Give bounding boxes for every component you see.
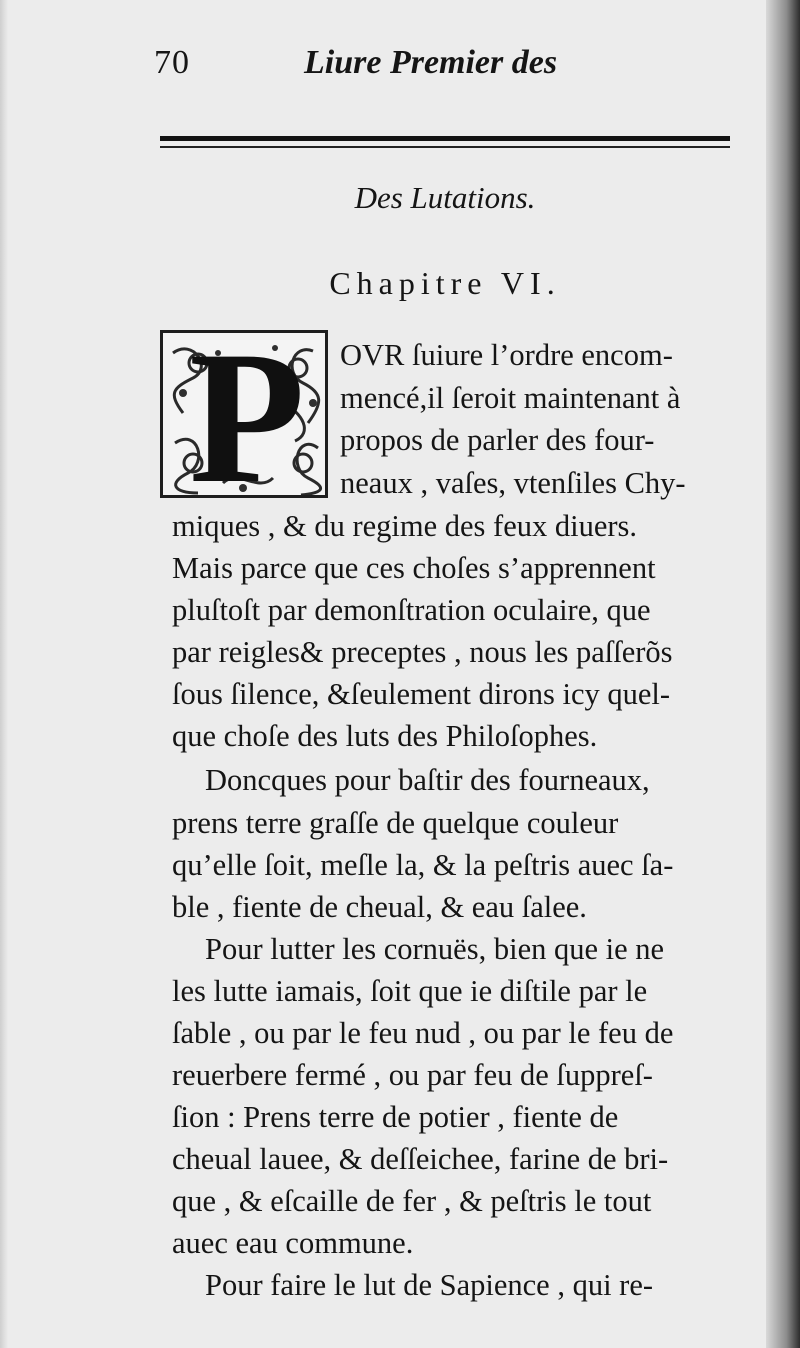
text-line: prens terre graſſe de quelque couleur bbox=[172, 806, 619, 840]
text-line: OVR ſuiure l’ordre encom- bbox=[340, 338, 673, 372]
text-line: miques , & du regime des feux diuers. bbox=[172, 509, 638, 543]
header-rule-thick bbox=[160, 136, 730, 141]
text-line: cheual lauee, & deſſeichee, farine de bri- bbox=[172, 1142, 669, 1176]
text-line: que choſe des luts des Philoſophes. bbox=[172, 719, 598, 753]
text-line: Mais parce que ces choſes s’apprennent bbox=[172, 551, 656, 585]
text-line: mencé,il ſeroit maintenant à bbox=[340, 381, 681, 415]
header-rule-thin bbox=[160, 146, 730, 148]
text-line: pluſtoſt par demonſtration oculaire, que bbox=[172, 593, 651, 627]
text-line: Pour faire le lut de Sapience , qui re- bbox=[205, 1268, 654, 1302]
running-head: Liure Premier des bbox=[304, 44, 558, 81]
chapter-heading: Chapitre VI. bbox=[329, 265, 561, 301]
text-line: par reigles& preceptes , nous les paſſerõs bbox=[172, 635, 673, 669]
drop-cap-letter: P bbox=[189, 330, 306, 498]
ornamental-initial bbox=[160, 330, 328, 498]
text-line: Doncques pour baſtir des fourneaux, bbox=[205, 763, 650, 797]
text-line: que , & eſcaille de fer , & peſtris le tout bbox=[172, 1184, 652, 1218]
text-line: neaux , vaſes, vtenſiles Chy- bbox=[340, 466, 686, 500]
page-binding-shadow bbox=[766, 0, 800, 1348]
page-number: 70 bbox=[154, 44, 190, 81]
page-left-edge bbox=[0, 0, 8, 1348]
text-line: les lutte iamais, ſoit que ie diſtile par le bbox=[172, 974, 648, 1008]
section-title: Des Lutations. bbox=[354, 180, 536, 215]
text-line: propos de parler des four- bbox=[340, 423, 655, 457]
text-line: Pour lutter les cornuës, bien que ie ne bbox=[205, 932, 665, 966]
text-line: ſous ſilence, &ſeulement dirons icy quel- bbox=[172, 677, 671, 711]
text-line: reuerbere fermé , ou par feu de ſuppreſ- bbox=[172, 1058, 653, 1092]
page-header bbox=[154, 44, 734, 94]
text-line: qu’elle ſoit, meſle la, & la peſtris auec ſa- bbox=[172, 848, 674, 882]
text-line: ſable , ou par le feu nud , ou par le feu de bbox=[172, 1016, 674, 1050]
text-line: ble , fiente de cheual, & eau ſalee. bbox=[172, 890, 587, 924]
text-line: auec eau commune. bbox=[172, 1226, 414, 1260]
text-line: ſion : Prens terre de potier , fiente de bbox=[172, 1100, 619, 1134]
